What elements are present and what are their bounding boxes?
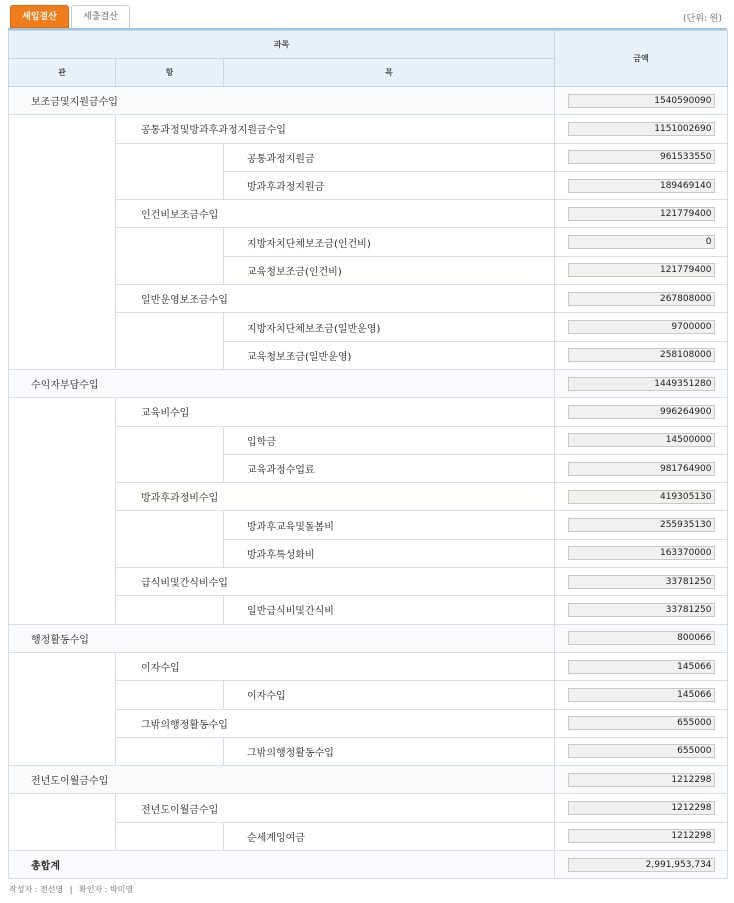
- amount-field: 1540590090: [568, 94, 715, 108]
- amount-cell: [555, 596, 728, 624]
- amount-cell: [555, 766, 728, 794]
- amount-cell: [555, 539, 728, 567]
- mok-cell: 공통과정지원금: [224, 143, 555, 171]
- hang-blank-cell: [116, 822, 224, 850]
- amount-cell: [555, 398, 728, 426]
- amount-cell: [555, 369, 728, 397]
- table-row: [9, 285, 728, 313]
- gwan-cell: 전년도이월금수입: [9, 766, 555, 794]
- amount-cell: [555, 87, 728, 115]
- hang-cell: 인건비보조금수입: [116, 200, 555, 228]
- amount-cell: [555, 228, 728, 256]
- amount-cell: [555, 681, 728, 709]
- amount-field: 33781250: [568, 603, 715, 617]
- tab-expenditure-settlement[interactable]: 세출결산: [71, 5, 130, 28]
- amount-cell: [555, 341, 728, 369]
- mok-cell: 교육과정수업료: [224, 454, 555, 482]
- amount-field: 145066: [568, 660, 715, 674]
- amount-field: 255935130: [568, 518, 715, 532]
- mok-cell: 순세계잉여금: [224, 822, 555, 850]
- mok-header: 목: [224, 59, 555, 87]
- table-row: [9, 624, 728, 652]
- amount-cell: [555, 285, 728, 313]
- amount-field: 981764900: [568, 462, 715, 476]
- amount-field: 1212298: [568, 829, 715, 843]
- tab-revenue-settlement[interactable]: 세입결산: [10, 5, 69, 28]
- tab-bar: [10, 5, 130, 28]
- hang-cell: 이자수입: [116, 652, 555, 680]
- author-name: 전선영: [39, 885, 64, 894]
- amount-field: 14500000: [568, 433, 715, 447]
- amount-cell: [555, 143, 728, 171]
- table-row: [9, 200, 728, 228]
- amount-cell: [555, 313, 728, 341]
- table-row: [9, 426, 728, 454]
- amount-header: 금액: [555, 31, 728, 87]
- amount-field: 800066: [568, 631, 715, 645]
- mok-cell: 일반급식비및간식비: [224, 596, 555, 624]
- amount-field: 1212298: [568, 801, 715, 815]
- mok-cell: 교육청보조금(인건비): [224, 256, 555, 284]
- hang-blank-cell: [116, 228, 224, 285]
- amount-cell: [555, 794, 728, 822]
- mok-cell: 방과후교육및돌봄비: [224, 511, 555, 539]
- amount-cell: [555, 256, 728, 284]
- table-row: [9, 568, 728, 596]
- mok-cell: 그밖의행정활동수입: [224, 737, 555, 765]
- table-row: [9, 483, 728, 511]
- table-row: [9, 596, 728, 624]
- amount-cell: [555, 624, 728, 652]
- settlement-table: [8, 30, 728, 879]
- amount-cell: [555, 511, 728, 539]
- amount-field: 258108000: [568, 348, 715, 362]
- total-label: 총합계: [9, 851, 555, 879]
- mok-cell: 입학금: [224, 426, 555, 454]
- footer: [9, 884, 133, 895]
- amount-field: 419305130: [568, 490, 715, 504]
- table-row: [9, 87, 728, 115]
- table-row: [9, 228, 728, 256]
- checker-label: 확인자 :: [78, 885, 108, 894]
- amount-cell: [555, 200, 728, 228]
- hang-cell: 그밖의행정활동수입: [116, 709, 555, 737]
- amount-field: 655000: [568, 716, 715, 730]
- mok-cell: 방과후과정지원금: [224, 171, 555, 199]
- gwan-cell: 보조금및지원금수입: [9, 87, 555, 115]
- footer-separator: |: [69, 885, 73, 894]
- gwan-blank-cell: [9, 398, 116, 624]
- author-label: 작성자 :: [9, 885, 38, 894]
- table-row: [9, 737, 728, 765]
- amount-field: 0: [568, 235, 715, 249]
- gwan-header: 관: [9, 59, 116, 87]
- unit-label: (단위: 원): [683, 14, 722, 24]
- amount-field: 996264900: [568, 405, 715, 419]
- amount-field: 1449351280: [568, 377, 715, 391]
- gwan-blank-cell: [9, 115, 116, 370]
- settlement-table-body: [9, 87, 728, 879]
- amount-cell: [555, 454, 728, 482]
- amount-cell: [555, 737, 728, 765]
- table-row: [9, 709, 728, 737]
- hang-blank-cell: [116, 426, 224, 483]
- category-header: 과목: [9, 31, 555, 59]
- amount-field: 655000: [568, 744, 715, 758]
- amount-cell: [555, 115, 728, 143]
- amount-cell: [555, 652, 728, 680]
- hang-cell: 급식비및간식비수입: [116, 568, 555, 596]
- amount-cell: [555, 171, 728, 199]
- amount-field: 121779400: [568, 263, 715, 277]
- table-row: [9, 794, 728, 822]
- table-row: [9, 143, 728, 171]
- checker-name: 박미영: [109, 885, 134, 894]
- hang-blank-cell: [116, 596, 224, 624]
- gwan-cell: 수익자부담수입: [9, 369, 555, 397]
- table-row: [9, 511, 728, 539]
- settlement-table-container: [8, 28, 727, 879]
- hang-cell: 일반운영보조금수입: [116, 285, 555, 313]
- amount-cell: [555, 822, 728, 850]
- amount-cell: [555, 426, 728, 454]
- hang-blank-cell: [116, 143, 224, 200]
- hang-blank-cell: [116, 313, 224, 370]
- hang-blank-cell: [116, 511, 224, 568]
- table-row: [9, 822, 728, 850]
- table-row: [9, 369, 728, 397]
- table-row: [9, 313, 728, 341]
- hang-blank-cell: [116, 681, 224, 709]
- hang-cell: 방과후과정비수입: [116, 483, 555, 511]
- hang-cell: 교육비수입: [116, 398, 555, 426]
- hang-cell: 공통과정및방과후과정지원금수입: [116, 115, 555, 143]
- mok-cell: 이자수입: [224, 681, 555, 709]
- table-row: [9, 681, 728, 709]
- amount-field: 33781250: [568, 575, 715, 589]
- total-amount-cell: [555, 851, 728, 879]
- mok-cell: 방과후특성화비: [224, 539, 555, 567]
- amount-field: 121779400: [568, 207, 715, 221]
- table-row: [9, 652, 728, 680]
- total-amount-field: 2,991,953,734: [568, 858, 715, 872]
- gwan-blank-cell: [9, 652, 116, 765]
- hang-blank-cell: [116, 737, 224, 765]
- amount-field: 163370000: [568, 546, 715, 560]
- total-row: [9, 851, 728, 879]
- amount-cell: [555, 483, 728, 511]
- amount-field: 145066: [568, 688, 715, 702]
- table-row: [9, 766, 728, 794]
- mok-cell: 교육청보조금(일반운영): [224, 341, 555, 369]
- amount-cell: [555, 709, 728, 737]
- gwan-cell: 행정활동수입: [9, 624, 555, 652]
- table-row: [9, 115, 728, 143]
- amount-field: 1151002690: [568, 122, 715, 136]
- amount-field: 189469140: [568, 179, 715, 193]
- mok-cell: 지방자치단체보조금(인건비): [224, 228, 555, 256]
- mok-cell: 지방자치단체보조금(일반운영): [224, 313, 555, 341]
- amount-cell: [555, 568, 728, 596]
- amount-field: 9700000: [568, 320, 715, 334]
- amount-field: 961533550: [568, 150, 715, 164]
- amount-field: 1212298: [568, 773, 715, 787]
- gwan-blank-cell: [9, 794, 116, 851]
- amount-field: 267808000: [568, 292, 715, 306]
- hang-header: 항: [116, 59, 224, 87]
- table-row: [9, 398, 728, 426]
- hang-cell: 전년도이월금수입: [116, 794, 555, 822]
